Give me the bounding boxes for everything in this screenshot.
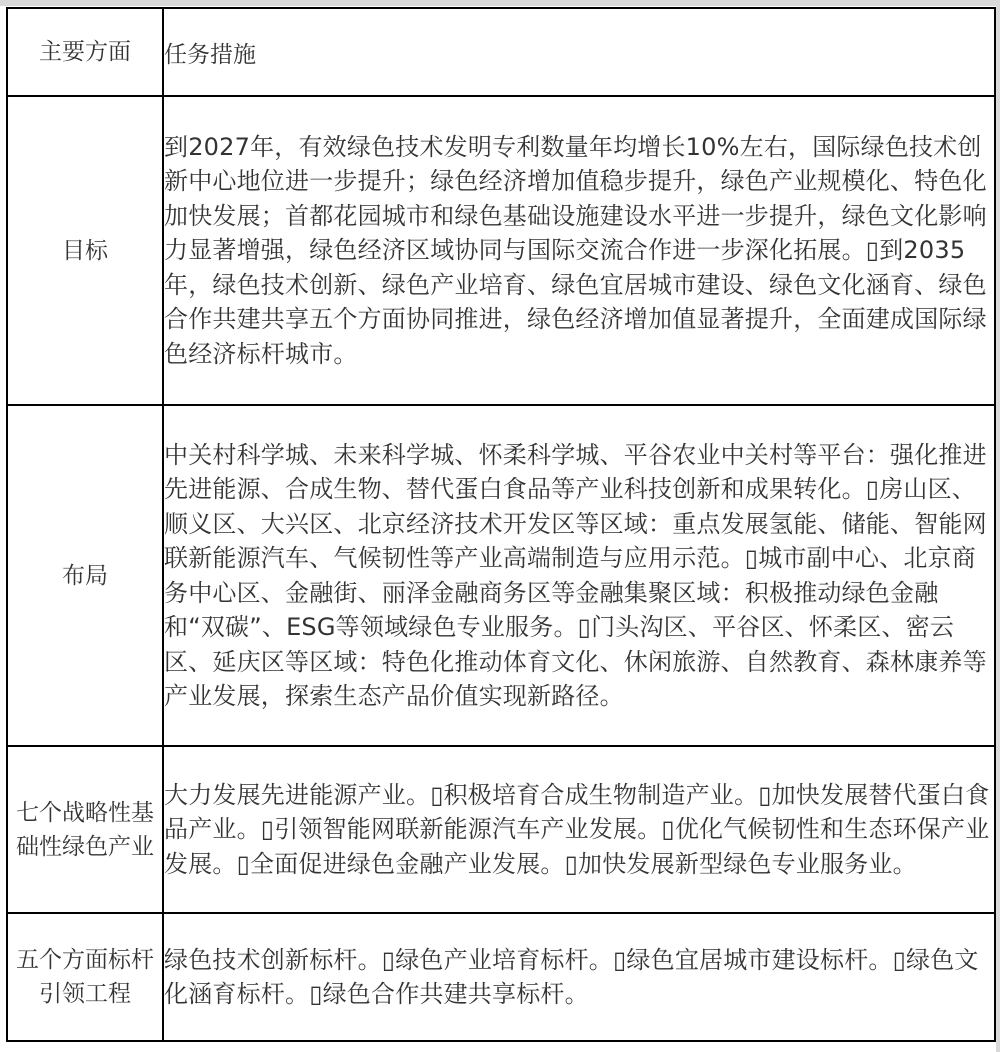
measures-cell: 中关村科学城、未来科学城、怀柔科学城、平谷农业中关村等平台：强化推进先进能源、合成生物、替代蛋白食品等产业科技创新和成果转化。▯房山区、顺义区、大兴区、北京经济技术开发区等区域：重点发展氢能、储能、智能网联新能源汽车、气候韧性等产业高端制造与应用示范。▯城市副中心、北京商务中心区、金融街、丽泽金融商务区等金融集聚区域：积极推动绿色金融和“双碳”、ESG等领域绿色专业服务。▯门头沟区、平谷区、怀柔区、密云区、延庆区等区域：特色化推动体育文化、休闲旅游、自然教育、森林康养等产业发展，探索生态产品价值实现新路径。: [163, 405, 995, 746]
table-row-layout: [7, 405, 995, 746]
measures-cell: 绿色技术创新标杆。▯绿色产业培育标杆。▯绿色宜居城市建设标杆。▯绿色文化涵育标杆。▯绿色合作共建共享标杆。: [163, 913, 995, 1041]
right-frame-edge: [996, 0, 1000, 1052]
table-row-five-benchmarks: [7, 913, 995, 1041]
header-aspect: 主要方面: [7, 8, 163, 96]
table-header-row: [7, 8, 995, 96]
aspect-cell: 五个方面标杆引领工程: [7, 913, 163, 1041]
measures-cell: 大力发展先进能源产业。▯积极培育合成生物制造产业。▯加快发展替代蛋白食品产业。▯引领智能网联新能源汽车产业发展。▯优化气候韧性和生态环保产业发展。▯全面促进绿色金融产业发展。▯加快发展新型绿色专业服务业。: [163, 746, 995, 913]
header-measures: 任务措施: [163, 8, 995, 96]
green-economy-tasks-table: [6, 7, 996, 1042]
aspect-cell: 七个战略性基础性绿色产业: [7, 746, 163, 913]
table-row-seven-industries: [7, 746, 995, 913]
top-frame-edge: [0, 0, 1000, 6]
table-row-goal: [7, 96, 995, 405]
aspect-cell: 布局: [7, 405, 163, 746]
measures-cell: 到2027年，有效绿色技术发明专利数量年均增长10%左右，国际绿色技术创新中心地位进一步提升；绿色经济增加值稳步提升，绿色产业规模化、特色化加快发展；首都花园城市和绿色基础设施建设水平进一步提升，绿色文化影响力显著增强，绿色经济区域协同与国际交流合作进一步深化拓展。▯到2035年，绿色技术创新、绿色产业培育、绿色宜居城市建设、绿色文化涵育、绿色合作共建共享五个方面协同推进，绿色经济增加值显著提升，全面建成国际绿色经济标杆城市。: [163, 96, 995, 405]
aspect-cell: 目标: [7, 96, 163, 405]
